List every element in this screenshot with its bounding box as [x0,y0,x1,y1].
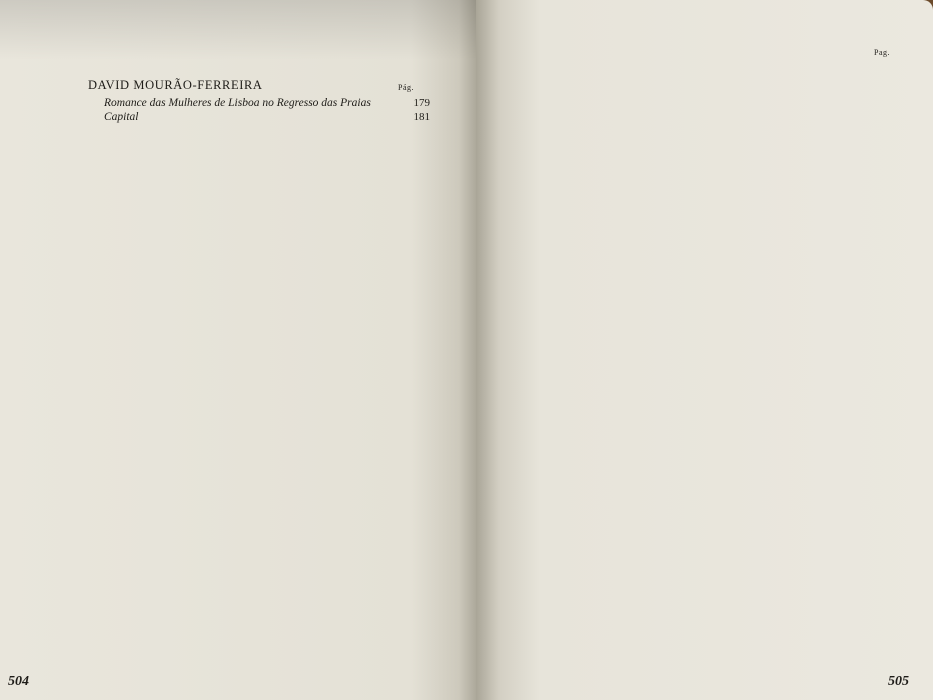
folio-number: 504 [8,674,29,689]
work-title: Capital [104,111,139,123]
folio-number: 505 [888,674,909,689]
toc-work-entry [0,108,478,126]
page-shadow [0,0,478,60]
right-page [476,0,933,700]
page-column-label: Pag. [874,48,890,57]
toc-author-entry [0,76,478,94]
work-title: Romance das Mulheres de Lisboa no Regresso das Praias [104,97,371,109]
author-name: DAVID MOURÃO-FERREIRA [88,78,263,92]
page-number: 181 [413,111,430,123]
page-number: 179 [413,97,430,109]
page-column-label: Pág. [398,83,414,92]
